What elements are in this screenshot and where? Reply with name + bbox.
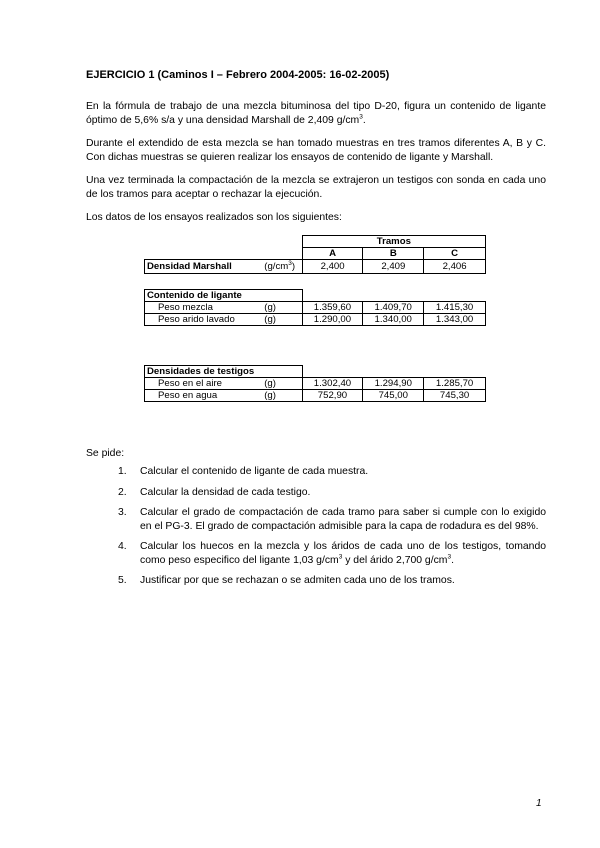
column-b: B: [363, 248, 424, 260]
document-body: [86, 68, 546, 235]
densidad-marshall-label: Densidad Marshall: [145, 260, 263, 274]
cell-value: 745,30: [424, 390, 486, 402]
marshall-value-c: 2,406: [424, 260, 486, 274]
table-row: [145, 378, 486, 390]
cell-value: 1.294,90: [363, 378, 424, 390]
list-item: [118, 465, 546, 479]
cell-value: 1.359,60: [302, 302, 363, 314]
row-label: Peso en agua: [145, 390, 263, 402]
table-row: [145, 302, 486, 314]
paragraph-data-intro: Los datos de los ensayos realizados son los siguientes:: [86, 212, 342, 224]
cell-value: 1.302,40: [302, 378, 363, 390]
cell-value: 752,90: [302, 390, 363, 402]
paragraph-cores: Una vez terminada la compactación de la mezcla se extrajeron un testigos con sonda en cada uno de los tramos para aceptar o rechazar la ejecución.: [86, 175, 546, 200]
column-c: C: [424, 248, 486, 260]
column-a: A: [302, 248, 363, 260]
row-unit: (g): [262, 302, 302, 314]
cell-value: 1.290,00: [302, 314, 363, 326]
list-item: [118, 506, 546, 533]
cell-value: 1.285,70: [424, 378, 486, 390]
row-unit: (g): [262, 378, 302, 390]
cell-value: 1.415,30: [424, 302, 486, 314]
list-item: [118, 486, 546, 500]
core-table-title: Densidades de testigos: [145, 366, 303, 378]
period: .: [362, 114, 366, 126]
questions-list: [118, 465, 546, 595]
marshall-value-b: 2,409: [363, 260, 424, 274]
paragraph-formula-text: En la fórmula de trabajo de una mezcla bituminosa del tipo D-20, figura un contenido de ligante óptimo de 5,6% s/a y una densidad Marshall de 2,409 g/cm: [86, 101, 546, 126]
row-label: Peso en el aire: [145, 378, 263, 390]
table-row: [145, 314, 486, 326]
item-number: 3.: [118, 507, 127, 519]
cell-value: 1.340,00: [363, 314, 424, 326]
page-number: 1: [536, 798, 542, 809]
binder-content-table: [144, 289, 486, 326]
marshall-table: [144, 235, 486, 274]
core-density-table: [144, 365, 486, 402]
table-row: [145, 390, 486, 402]
row-label: Peso arido lavado: [145, 314, 263, 326]
item-number: 4.: [118, 541, 127, 553]
cell-value: 1.343,00: [424, 314, 486, 326]
row-unit: (g): [262, 390, 302, 402]
item-number: 2.: [118, 486, 127, 498]
paragraph-samples: Durante el extendido de esta mezcla se han tomado muestras en tres tramos diferentes A, B y C. Con dichas muestras se quieren realizar los ensayos de contenido de ligante y Marshall.: [86, 138, 546, 163]
list-item: [118, 540, 546, 567]
item-text: Calcular los huecos en la mezcla y los áridos de cada uno de los testigos, tomando como peso especifico del ligante 1,03 $g/cm^3$ y del árido 2,700 $g/cm^3$.: [140, 541, 546, 566]
cell-value: 745,00: [363, 390, 424, 402]
tramos-header: Tramos: [302, 236, 485, 248]
paragraph-formula: [86, 100, 546, 127]
item-text: Calcular el contenido de ligante de cada muestra.: [140, 466, 369, 477]
list-item: [118, 574, 546, 588]
row-label: Peso mezcla: [145, 302, 263, 314]
densidad-unit: $(g/cm^3)$: [262, 260, 302, 274]
item-text: Calcular el grado de compactación de cada tramo para saber si cumple con lo exigido en el PG-3. El grado de compactación admisible para la capa de rodadura es del 98%.: [140, 507, 546, 532]
cell-value: 1.409,70: [363, 302, 424, 314]
binder-table-title: Contenido de ligante: [145, 290, 303, 302]
marshall-value-a: 2,400: [302, 260, 363, 274]
item-number: 1.: [118, 466, 127, 477]
item-text: Calcular la densidad de cada testigo.: [140, 486, 311, 498]
exercise-title: EJERCICIO 1 (Caminos I – Febrero 2004-2005: 16-02-2005): [86, 69, 390, 81]
superscript: 3: [359, 113, 363, 121]
item-number: 5.: [118, 575, 127, 587]
row-unit: (g): [262, 314, 302, 326]
item-text: Justificar por que se rechazan o se admiten cada uno de los tramos.: [140, 575, 455, 587]
se-pide-heading: Se pide:: [86, 448, 125, 459]
